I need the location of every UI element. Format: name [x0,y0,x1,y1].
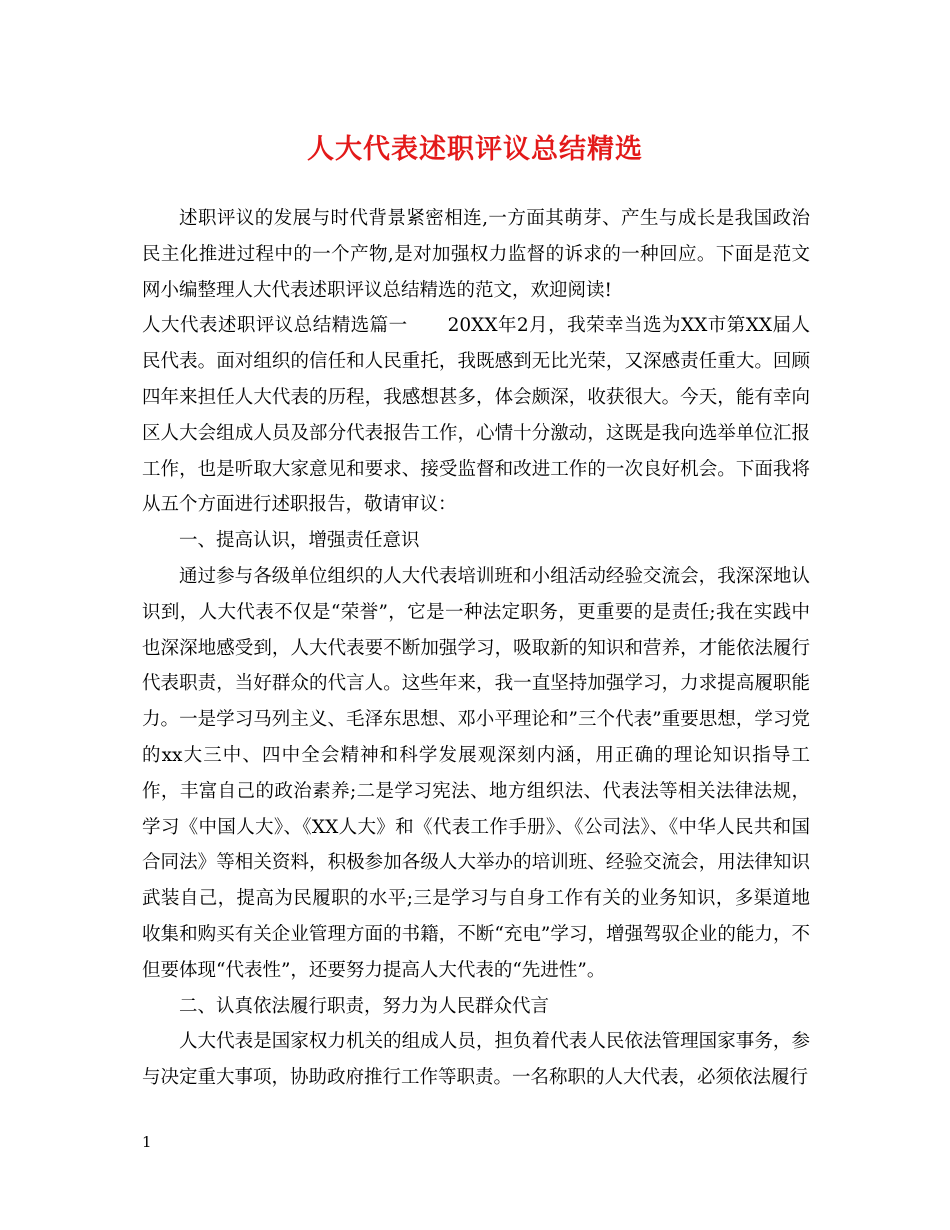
section-heading-2: 二、认真依法履行职责，努力为人民群众代言 [179,995,550,1017]
section-paragraph-2: 人大代表是国家权力机关的组成人员，担负着代表人民依法管理国家事务，参与决定重大事项，协助政府推行工作等职责。一名称职的人大代表，必须依法履行 [142,1031,810,1089]
document-title: 人大代表述职评议总结精选 [307,134,643,165]
article-label: 人大代表述职评议总结精选篇一 [142,315,408,337]
document-body [142,201,810,1096]
article-start-paragraph [142,308,810,523]
section-paragraph-1: 通过参与各级单位组织的人大代表培训班和小组活动经验交流会，我深深地认识到，人大代表不仅是“荣誉”，它是一种法定职务，更重要的是责任;我在实践中也深深地感受到，人大代表要不断加强学习，吸取新的知识和营养，才能依法履行代表职责，当好群众的代言人。这些年来，我一直坚持加强学习，力求提高履职能力。一是学习马列主义、毛泽东思想、邓小平理论和”三个代表”重要思想，学习党的xx大三中、四中全会精神和科学发展观深刻内涵，用正确的理论知识指导工作，丰富自己的政治素养;二是学习宪法、地方组织法、代表法等相关法律法规，学习《中国人大》、《XX人大》和《代表工作手册》、《公司法》、《中华人民共和国合同法》等相关资料，积极参加各级人大举办的培训班、经验交流会，用法律知识武装自己，提高为民履职的水平;三是学习与自身工作有关的业务知识，多渠道地收集和购买有关企业管理方面的书籍，不断“充电”学习，增强驾驭企业的能力，不但要体现“代表性”，还要努力提高人大代表的“先进性”。 [142,565,810,981]
article-opening: 20XX年2月，我荣幸当选为XX市第XX届人民代表。面对组织的信任和人民重托，我既感到无比光荣，又深感责任重大。回顾四年来担任人大代表的历程，我感想甚多，体会颇深，收获很大。今天，能有幸向区人大会组成人员及部分代表报告工作，心情十分激动，这既是我向选举单位汇报工作，也是听取大家意见和要求、接受监督和改进工作的一次良好机会。下面我将从五个方面进行述职报告，敬请审议： [142,315,810,516]
section-heading-1: 一、提高认识，增强责任意识 [179,530,420,552]
intro-paragraph: 述职评议的发展与时代背景紧密相连,一方面其萌芽、产生与成长是我国政治民主化推进过程中的一个产物,是对加强权力监督的诉求的一种回应。下面是范文网小编整理人大代表述职评议总结精选的范文，欢迎阅读! [142,208,810,301]
page-number: 1 [142,1133,152,1151]
